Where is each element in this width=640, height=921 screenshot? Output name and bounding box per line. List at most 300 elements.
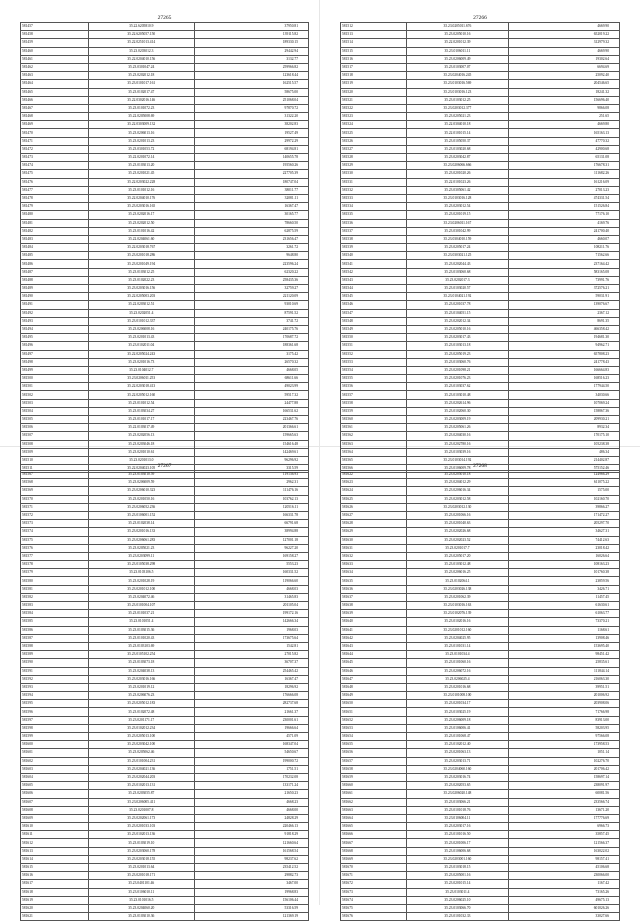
amount-cell: 61630.61 [509, 602, 620, 610]
table-row [341, 186, 620, 194]
code-cell: 35.23.0102013.136 [88, 831, 194, 839]
record-id-cell: 581515 [341, 47, 407, 55]
amount-cell: 1575.00 [509, 487, 620, 495]
record-id-cell: 581601 [21, 749, 89, 757]
table-row [21, 585, 309, 593]
record-id-cell: 581528 [341, 154, 407, 162]
code-cell: 35.23.0101072.23 [88, 104, 194, 112]
amount-cell: 102276.70 [509, 757, 620, 765]
code-cell: 35.23.0102076.139 [406, 610, 508, 618]
code-cell: 35.23.0206008.16 [88, 325, 194, 333]
record-id-cell: 581660 [341, 782, 407, 790]
table-row [21, 235, 309, 243]
amount-cell: 13908.46 [509, 634, 620, 642]
page-27268 [340, 462, 620, 921]
table-row [21, 162, 309, 170]
amount-cell: 26570.32 [194, 358, 308, 366]
table-row [21, 700, 309, 708]
record-id-cell: 581493 [21, 317, 89, 325]
amount-cell: 1051.14 [509, 749, 620, 757]
code-cell: 35.23.0205017.24 [406, 244, 508, 252]
code-cell: 35.23.0205010.16 [406, 325, 508, 333]
table-row [21, 487, 309, 495]
record-id-cell: 581510 [21, 456, 89, 464]
amount-cell: 166664.83 [509, 366, 620, 374]
record-id-cell: 581580 [21, 577, 89, 585]
table-row [341, 293, 620, 301]
amount-cell: 49023.99 [194, 383, 308, 391]
code-cell: 35.23.0205062.46 [88, 749, 194, 757]
code-cell: 35.23.0206005.411 [88, 798, 194, 806]
record-id-cell: 581533 [341, 194, 407, 202]
table-row [21, 667, 309, 675]
code-cell: 35.23.0106009.78 [406, 465, 508, 473]
table-row [341, 585, 620, 593]
record-id-cell: 581606 [21, 790, 89, 798]
amount-cell: 221120.09 [194, 293, 308, 301]
table-row [21, 618, 309, 626]
code-cell: 35.23.0203017.43 [406, 334, 508, 342]
code-cell: 35.22.0204010.176 [88, 194, 194, 202]
table-row [341, 896, 620, 904]
code-cell: 35.23.0203042.87 [406, 154, 508, 162]
code-cell: 35.23.0201028.19 [88, 577, 194, 585]
amount-cell: 74412.63 [509, 536, 620, 544]
record-id-cell: 581516 [341, 55, 407, 63]
code-cell: 35.23.0103073.18 [88, 659, 194, 667]
amount-cell: 107069.24 [509, 399, 620, 407]
amount-cell: 241700.40 [509, 227, 620, 235]
table-row [21, 782, 309, 790]
code-cell: 35.23.0104012.7 [88, 366, 194, 374]
amount-cell: 71766.98 [509, 708, 620, 716]
record-id-cell: 581465 [21, 88, 89, 96]
table-row [21, 569, 309, 577]
amount-cell: 124966.29 [509, 471, 620, 479]
table-row [341, 790, 620, 798]
table-row [21, 424, 309, 432]
record-id-cell: 581609 [21, 814, 89, 822]
code-cell: 35.23.0203013.71 [406, 757, 508, 765]
amount-cell: 254465.42 [194, 667, 308, 675]
table-row [341, 700, 620, 708]
code-cell: 35.23.0205017.20 [406, 552, 508, 560]
code-cell: 35.23.0103011.4 [406, 888, 508, 896]
code-cell: 35.23.0103025.19 [406, 708, 508, 716]
record-id-cell: 581650 [341, 700, 407, 708]
record-id-cell: 581548 [341, 317, 407, 325]
table-row [341, 309, 620, 317]
table-row [21, 145, 309, 153]
code-cell: 35.23.0103012.48 [406, 561, 508, 569]
amount-cell: 108163.23 [509, 561, 620, 569]
ledger-body [21, 471, 309, 921]
code-cell: 35.23.0201063.13 [406, 749, 508, 757]
record-id-cell: 581518 [341, 72, 407, 80]
ledger-table [20, 22, 309, 473]
code-cell: 35.23.0201049.194 [88, 260, 194, 268]
record-id-cell: 581577 [21, 552, 89, 560]
table-row [21, 104, 309, 112]
code-cell: 35.23.0103016.128 [406, 194, 508, 202]
table-row [341, 96, 620, 104]
table-row [21, 651, 309, 659]
code-cell: 35.23.0204072.46 [88, 593, 194, 601]
table-row [21, 391, 309, 399]
code-cell: 35.23.0206066.666 [406, 162, 508, 170]
amount-cell: 238091.97 [509, 782, 620, 790]
amount-cell: 31465.83 [194, 593, 308, 601]
amount-cell: 4169.76 [509, 219, 620, 227]
code-cell: 35.23.0201171.17 [88, 716, 194, 724]
record-id-cell: 581546 [341, 301, 407, 309]
record-id-cell: 581544 [341, 285, 407, 293]
table-row [341, 487, 620, 495]
table-row [341, 121, 620, 129]
code-cell: 35.23.0205010.18 [406, 471, 508, 479]
amount-cell: 53316.59 [194, 904, 308, 912]
table-row [341, 471, 620, 479]
table-row [341, 104, 620, 112]
table-row [21, 416, 309, 424]
record-id-cell: 581616 [21, 872, 89, 880]
record-id-cell: 581672 [341, 880, 407, 888]
record-id-cell: 581562 [341, 432, 407, 440]
record-id-cell: 581657 [341, 757, 407, 765]
record-id-cell: 581524 [341, 121, 407, 129]
amount-cell: 4668.23 [194, 798, 308, 806]
table-row [21, 561, 309, 569]
amount-cell: 205297.70 [509, 520, 620, 528]
amount-cell: 101760.38 [509, 569, 620, 577]
table-row [341, 511, 620, 519]
code-cell: 35.23.0205011.676 [406, 23, 508, 31]
table-row [21, 203, 309, 211]
table-row [21, 888, 309, 896]
record-id-cell: 581670 [341, 864, 407, 872]
table-row [341, 479, 620, 487]
amount-cell: 38011.77 [194, 186, 308, 194]
code-cell: 35.23.0201013.0 [88, 456, 194, 464]
amount-cell: 223596.24 [194, 260, 308, 268]
amount-cell: 4669.80 [509, 121, 620, 129]
record-id-cell: 581633 [341, 561, 407, 569]
record-id-cell: 581487 [21, 268, 89, 276]
code-cell: 35.23.0203042.100 [88, 741, 194, 749]
amount-cell: 31322.20 [194, 113, 308, 121]
record-id-cell: 581542 [341, 268, 407, 276]
table-row [21, 847, 309, 855]
amount-cell: 189330.15 [194, 39, 308, 47]
amount-cell: 111682.26 [509, 170, 620, 178]
code-cell: 35.23.0103039.16 [406, 448, 508, 456]
amount-cell: 5553.23 [194, 561, 308, 569]
code-cell: 35.23.0203001.160 [406, 855, 508, 863]
record-id-cell: 581655 [341, 741, 407, 749]
amount-cell: 171472.27 [509, 511, 620, 519]
amount-cell: 102160.70 [509, 495, 620, 503]
table-row [21, 268, 309, 276]
amount-cell: 105238.38 [509, 440, 620, 448]
code-cell: 35.23.0201012.100 [88, 585, 194, 593]
code-cell: 35.23.0101008.100 [406, 692, 508, 700]
amount-cell: 23859.56 [509, 577, 620, 585]
record-id-cell: 581576 [21, 544, 89, 552]
table-row [21, 683, 309, 691]
code-cell: 35.23.0203016.166 [88, 675, 194, 683]
table-row [341, 178, 620, 186]
amount-cell: 652019.22 [509, 31, 620, 39]
table-row [21, 276, 309, 284]
amount-cell: 3261.72 [194, 244, 308, 252]
ledger-table [340, 470, 620, 921]
code-cell: 35.23.0103012.25 [406, 96, 508, 104]
record-id-cell: 581624 [341, 487, 407, 495]
record-id-cell: 581611 [21, 831, 89, 839]
code-cell: 35.23.0103016.163 [406, 602, 508, 610]
record-id-cell: 581550 [341, 334, 407, 342]
amount-cell: 18241.32 [509, 88, 620, 96]
code-cell: 35.23.0103016.569 [406, 80, 508, 88]
amount-cell: 62320.22 [194, 268, 308, 276]
amount-cell: 29972.29 [194, 137, 308, 145]
amount-cell: 142469.61 [194, 448, 308, 456]
table-row [341, 31, 620, 39]
amount-cell: 32759.27 [194, 285, 308, 293]
amount-cell: 16026.64 [509, 552, 620, 560]
record-id-cell: 581676 [341, 913, 407, 921]
code-cell: 35.23.0201015.14 [406, 880, 508, 888]
code-cell: 35.23.0202026.68 [406, 528, 508, 536]
amount-cell: 601026.26 [509, 904, 620, 912]
amount-cell: 62875.59 [194, 227, 308, 235]
code-cell: 35.23.0205019.23 [406, 350, 508, 358]
record-id-cell: 581520 [341, 88, 407, 96]
record-id-cell: 581490 [21, 293, 89, 301]
amount-cell: 230001.61 [194, 716, 308, 724]
code-cell: 35.23.0202012.34 [406, 317, 508, 325]
code-cell: 35.23.0101012.54 [88, 399, 194, 407]
amount-cell: 2962.31 [194, 479, 308, 487]
amount-cell: 176666.08 [194, 692, 308, 700]
code-cell: 35.23.0202056.13 [88, 432, 194, 440]
record-id-cell: 581468 [21, 113, 89, 121]
code-cell: 35.23.0206011.253 [88, 375, 194, 383]
amount-cell: 156106.44 [194, 896, 308, 904]
record-id-cell: 581607 [21, 798, 89, 806]
record-id-cell: 581597 [21, 716, 89, 724]
amount-cell: 54650.67 [194, 749, 308, 757]
record-id-cell: 581488 [21, 276, 89, 284]
amount-cell: 158867.36 [509, 407, 620, 415]
code-cell: 35.23.0206016.25 [406, 569, 508, 577]
table-row [21, 301, 309, 309]
code-cell: 35.23.0101032.33 [406, 913, 508, 921]
record-id-cell: 581658 [341, 765, 407, 773]
code-cell: 35.23.0102013.131 [88, 782, 194, 790]
code-cell: 35.23.0205013.100 [88, 733, 194, 741]
amount-cell: 166331.78 [194, 511, 308, 519]
record-id-cell: 581541 [341, 260, 407, 268]
code-cell: 35.23.0102060.30 [406, 407, 508, 415]
amount-cell: 98237.62 [194, 855, 308, 863]
amount-cell: 216063.30 [509, 675, 620, 683]
record-id-cell: 581495 [21, 334, 89, 342]
record-id-cell: 581621 [21, 913, 89, 921]
code-cell: 35.23.0103018.15 [406, 864, 508, 872]
table-row [341, 544, 620, 552]
table-row [21, 814, 309, 822]
table-row [341, 831, 620, 839]
code-cell: 35.23.0204021.136 [88, 765, 194, 773]
record-id-cell: 581536 [341, 219, 407, 227]
amount-cell: 237164.42 [509, 260, 620, 268]
amount-cell: 1168.61 [509, 626, 620, 634]
record-id-cell: 581501 [21, 383, 89, 391]
record-id-cell: 581639 [341, 610, 407, 618]
code-cell: 35.23.0203012.377 [406, 104, 508, 112]
amount-cell: 121660.64 [194, 839, 308, 847]
table-row [341, 872, 620, 880]
code-cell: 35.23.0202023.52 [406, 536, 508, 544]
amount-cell: 35857.45 [509, 831, 620, 839]
record-id-cell: 581618 [21, 888, 89, 896]
table-row [341, 495, 620, 503]
table-row [21, 47, 309, 55]
table-row [21, 520, 309, 528]
record-id-cell: 581630 [341, 536, 407, 544]
record-id-cell: 581585 [21, 618, 89, 626]
table-row [21, 864, 309, 872]
amount-cell: 140655.78 [194, 154, 308, 162]
code-cell: 35.23.0103034.27 [88, 407, 194, 415]
code-cell: 35.23.0205001.16 [406, 872, 508, 880]
record-id-cell: 581642 [341, 634, 407, 642]
code-cell: 35.22.0204023.105 [88, 465, 194, 473]
amount-cell: 214402.87 [509, 456, 620, 464]
record-id-cell: 581555 [341, 375, 407, 383]
code-cell: 35.22.0103017.49 [88, 424, 194, 432]
amount-cell: 73991.76 [509, 276, 620, 284]
amount-cell: 68611.66 [194, 375, 308, 383]
code-cell: 35.23.0202053.65 [406, 782, 508, 790]
record-id-cell: 581592 [21, 675, 89, 683]
amount-cell: 59031.91 [509, 293, 620, 301]
record-id-cell: 581578 [21, 561, 89, 569]
table-row [21, 610, 309, 618]
record-id-cell: 581573 [21, 520, 89, 528]
table-row [21, 855, 309, 863]
code-cell: 35.23.0202012.50 [88, 219, 194, 227]
amount-cell: 204546.65 [509, 80, 620, 88]
amount-cell: 98451.42 [509, 651, 620, 659]
record-id-cell: 581523 [341, 113, 407, 121]
code-cell: 35.23.0201050.16 [88, 495, 194, 503]
amount-cell: 11457.45 [509, 593, 620, 601]
record-id-cell: 581626 [341, 503, 407, 511]
table-row [341, 569, 620, 577]
code-cell: 35.23.0203012.3 [88, 47, 194, 55]
code-cell: 35.22.0201072.14 [88, 154, 194, 162]
record-id-cell: 581529 [341, 162, 407, 170]
amount-cell: 96296.92 [194, 456, 308, 464]
code-cell: 35.23.0206052.236 [88, 503, 194, 511]
record-id-cell: 581620 [21, 904, 89, 912]
amount-cell: 4669.90 [509, 47, 620, 55]
amount-cell: 60081.56 [509, 790, 620, 798]
record-id-cell: 581514 [341, 39, 407, 47]
amount-cell: 251068.04 [194, 96, 308, 104]
table-row [341, 301, 620, 309]
table-row [341, 675, 620, 683]
code-cell: 35.23.0106001.152 [88, 511, 194, 519]
table-row [21, 96, 309, 104]
table-row [341, 137, 620, 145]
code-cell: 35.23.0104051.15 [406, 309, 508, 317]
record-id-cell: 581504 [21, 407, 89, 415]
amount-cell: 201105.04 [194, 602, 308, 610]
amount-cell: 240175.76 [194, 325, 308, 333]
code-cell: 35.23.0101034.4 [406, 651, 508, 659]
table-row [341, 113, 620, 121]
table-row [21, 528, 309, 536]
table-row [21, 471, 309, 479]
record-id-cell: 581502 [21, 391, 89, 399]
code-cell: 35.23.0201012.160 [406, 626, 508, 634]
table-row [341, 610, 620, 618]
table-row [21, 552, 309, 560]
table-row [21, 178, 309, 186]
record-id-cell: 581652 [341, 716, 407, 724]
amount-cell: 97566.08 [509, 733, 620, 741]
code-cell: 35.23.0201018.286 [88, 252, 194, 260]
code-cell: 35.23.0201019.12 [88, 683, 194, 691]
table-row [341, 194, 620, 202]
code-cell: 35.23.0201016.68 [406, 683, 508, 691]
code-cell: 35.23.0201019.15 [406, 211, 508, 219]
record-id-cell: 581586 [21, 626, 89, 634]
table-row [21, 23, 309, 31]
table-row [341, 358, 620, 366]
table-row [21, 913, 309, 921]
table-row [341, 424, 620, 432]
record-id-cell: 581461 [21, 55, 89, 63]
record-id-cell: 581590 [21, 659, 89, 667]
record-id-cell: 581503 [21, 399, 89, 407]
table-row [341, 642, 620, 650]
code-cell: 35.23.0101004.231 [88, 757, 194, 765]
code-cell: 35.23.0202061.173 [88, 814, 194, 822]
table-row [341, 692, 620, 700]
amount-cell: 30165.77 [194, 211, 308, 219]
code-cell: 35.23.0201018.171 [88, 872, 194, 880]
record-id-cell: 581602 [21, 757, 89, 765]
code-cell: 35.23.0103106.5 [88, 569, 194, 577]
table-row [21, 260, 309, 268]
table-row [341, 749, 620, 757]
amount-cell: 29442.94 [194, 47, 308, 55]
table-row [21, 896, 309, 904]
record-id-cell: 581534 [341, 203, 407, 211]
amount-cell: 71562.66 [509, 252, 620, 260]
amount-cell: 58675.00 [194, 88, 308, 96]
code-cell: 35.22.6205810.9 [88, 23, 194, 31]
record-id-cell: 581481 [21, 219, 89, 227]
code-cell: 35.23.0101051.4 [88, 618, 194, 626]
amount-cell: 34030.66 [509, 391, 620, 399]
record-id-cell: 581507 [21, 432, 89, 440]
record-id-cell: 581567 [21, 471, 89, 479]
